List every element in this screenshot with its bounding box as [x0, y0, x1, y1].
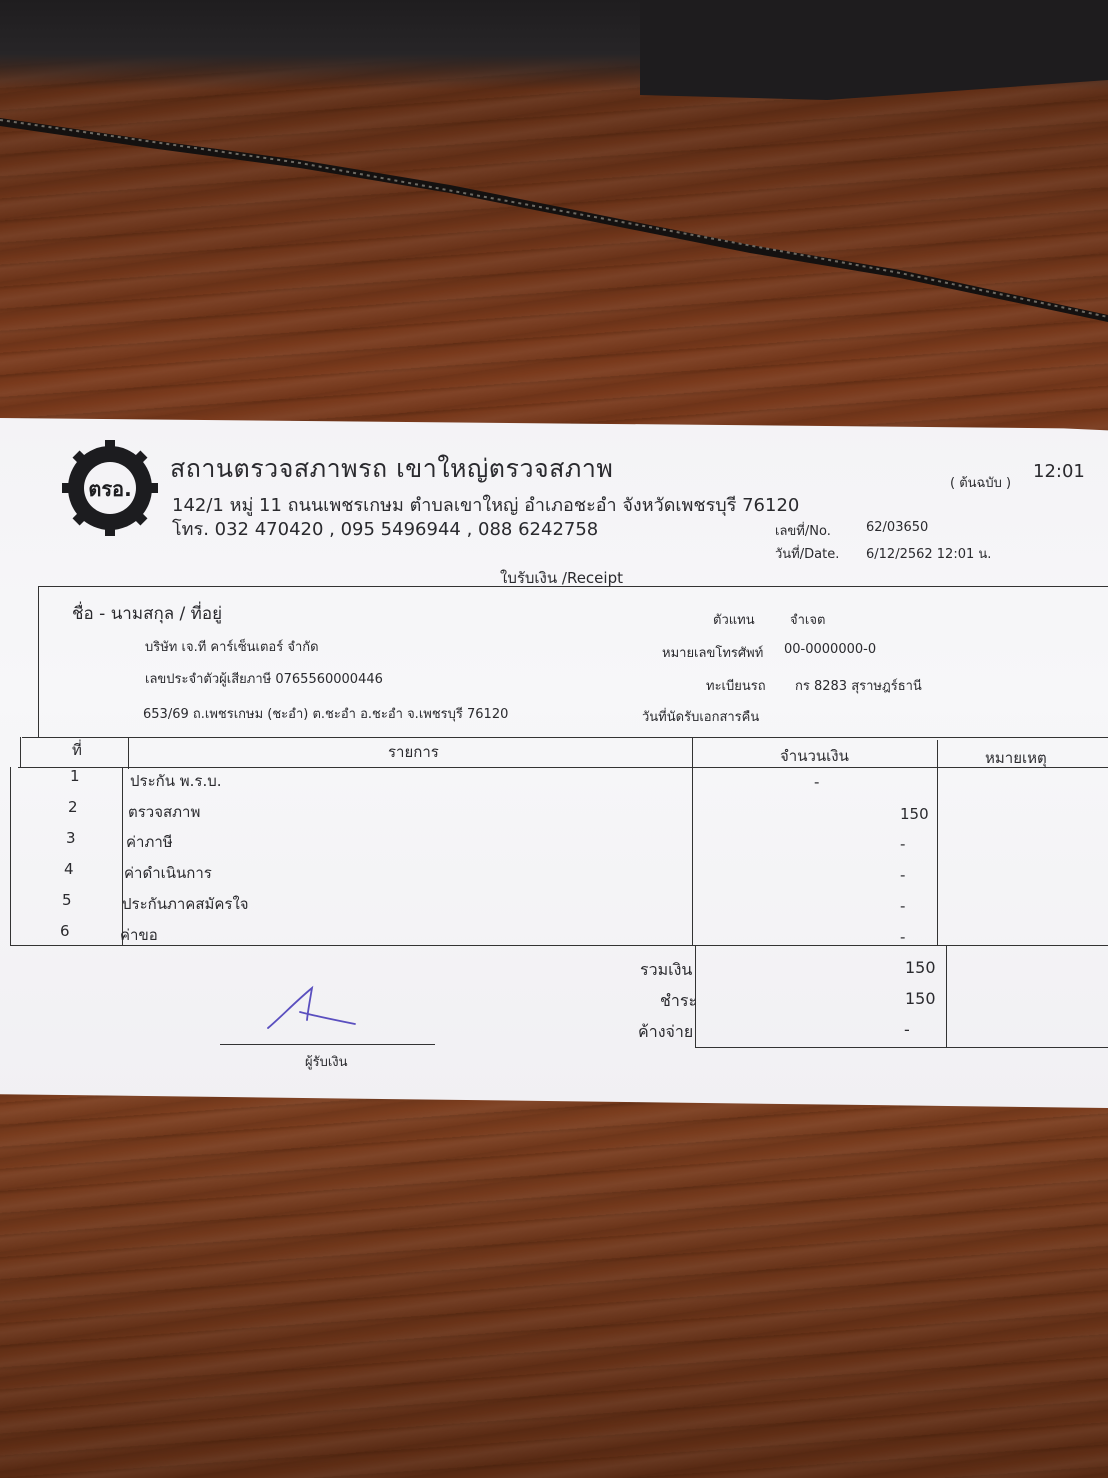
- row-amount: 150: [900, 805, 929, 823]
- table-left-border: [10, 767, 11, 945]
- row-amount: -: [900, 897, 906, 915]
- company-phone: โทร. 032 470420 , 095 5496944 , 088 6242758: [172, 519, 599, 540]
- total-label: รวมเงิน: [640, 960, 693, 979]
- row-no: 2: [68, 798, 78, 816]
- table-top-border: [22, 737, 1108, 738]
- table-col-divider-1-head: [128, 737, 129, 769]
- document-title: ใบรับเงิน /Receipt: [500, 569, 623, 587]
- plate-label: ทะเบียนรถ: [706, 679, 766, 694]
- customer-section-label: ชื่อ - นามสกุล / ที่อยู่: [72, 604, 223, 624]
- paid-label: ชำระ: [660, 991, 698, 1010]
- company-name: สถานตรวจสภาพรถ เขาใหญ่ตรวจสภาพ: [170, 454, 614, 483]
- row-no: 3: [66, 829, 76, 847]
- table-header-no: ที่: [72, 741, 82, 759]
- row-amount: -: [900, 835, 906, 853]
- total-value: 150: [905, 958, 936, 977]
- handwritten-signature: [260, 980, 370, 1040]
- due-label: ค้างจ่าย: [638, 1022, 694, 1041]
- paid-value: 150: [905, 989, 936, 1008]
- row-item: ค่าดำเนินการ: [124, 864, 212, 882]
- row-item: ค่าขอ: [120, 926, 158, 944]
- receipt-date-label: วันที่/Date.: [775, 547, 840, 562]
- table-col-divider-2: [692, 738, 693, 946]
- table-header-remark: หมายเหตุ: [985, 749, 1047, 767]
- table-col-divider-1: [122, 767, 123, 945]
- signature-line: [220, 1044, 435, 1045]
- table-left-border-top: [20, 737, 21, 767]
- row-no: 4: [64, 860, 74, 878]
- agent-label: ตัวแทน: [713, 613, 755, 628]
- customer-company-name: บริษัท เจ.ที คาร์เซ็นเตอร์ จำกัด: [145, 640, 319, 655]
- customer-phone-label: หมายเลขโทรศัพท์: [662, 646, 764, 661]
- appointment-label: วันที่นัดรับเอกสารคืน: [642, 710, 760, 725]
- customer-phone-value: 00-0000000-0: [784, 642, 877, 657]
- receipt-no-value: 62/03650: [866, 520, 929, 535]
- table-header-border: [18, 767, 1108, 768]
- row-no: 1: [70, 767, 80, 785]
- receipt-no-label: เลขที่/No.: [775, 524, 831, 539]
- wood-crack: [0, 110, 1108, 330]
- due-value: -: [904, 1020, 910, 1039]
- row-amount: -: [900, 928, 906, 946]
- copy-label: ( ต้นฉบับ ): [950, 476, 1012, 491]
- row-amount: -: [814, 773, 820, 791]
- row-amount: -: [900, 866, 906, 884]
- row-item: ประกันภาคสมัครใจ: [122, 895, 249, 913]
- logo-text: ตรอ.: [88, 477, 132, 501]
- signature-label: ผู้รับเงิน: [305, 1055, 348, 1070]
- totals-bottom-border: [695, 1047, 1108, 1048]
- print-time: 12:01: [1033, 461, 1085, 482]
- row-no: 6: [60, 922, 70, 940]
- table-bottom-border: [10, 945, 1108, 946]
- table-header-item: รายการ: [388, 743, 439, 761]
- totals-divider: [946, 946, 947, 1048]
- receipt-date-value: 6/12/2562 12:01 น.: [866, 547, 992, 562]
- company-address: 142/1 หมู่ 11 ถนนเพชรเกษม ตำบลเขาใหญ่ อำเภอชะอำ จังหวัดเพชรบุรี 76120: [172, 495, 800, 516]
- customer-tax-id: เลขประจำตัวผู้เสียภาษี 0765560000446: [145, 672, 383, 687]
- row-item: ค่าภาษี: [126, 833, 173, 851]
- agent-value: จำเจต: [790, 613, 826, 628]
- row-item: ตรวจสภาพ: [128, 803, 201, 821]
- table-col-divider-3: [937, 740, 938, 946]
- table-header-amount: จำนวนเงิน: [780, 747, 849, 765]
- customer-address: 653/69 ถ.เพชรเกษม (ชะอำ) ต.ชะอำ อ.ชะอำ จ.เพชรบุรี 76120: [143, 707, 509, 722]
- row-no: 5: [62, 891, 72, 909]
- company-logo-gear-icon: [60, 438, 160, 538]
- plate-value: กร 8283 สุราษฎร์ธานี: [795, 679, 922, 694]
- row-item: ประกัน พ.ร.บ.: [130, 772, 222, 790]
